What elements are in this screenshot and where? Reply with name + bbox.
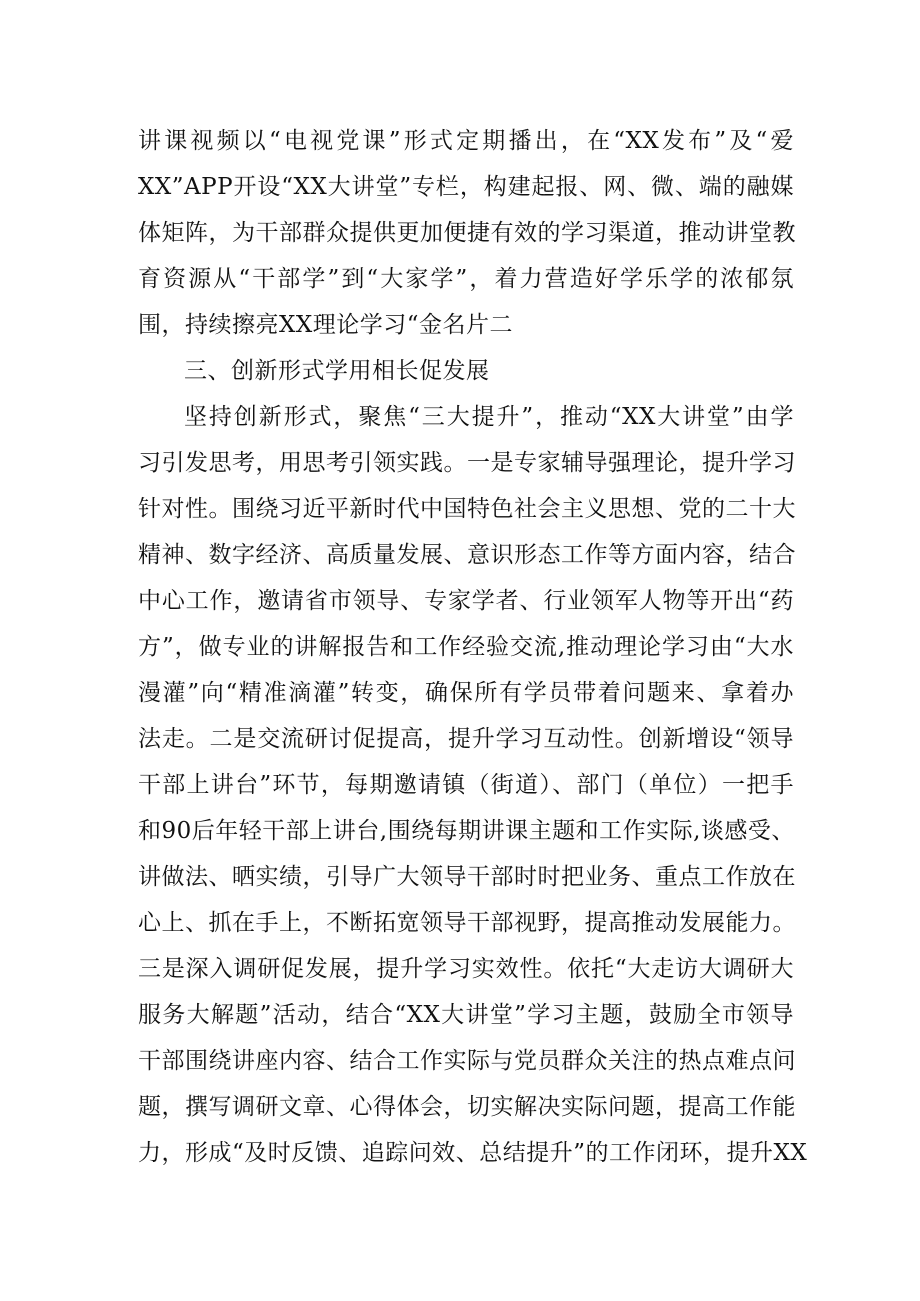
paragraph-2-line: 法走。二是交流研讨促提高，提升学习互动性。创新增设“领导 xyxy=(138,726,794,752)
paragraph-2-line: 服务大解题”活动，结合“XX大讲堂”学习主题，鼓励全市领导 xyxy=(138,1002,794,1028)
paragraph-2-line: 和90后年轻干部上讲台,围绕每期讲课主题和工作实际,谈感受、 xyxy=(138,818,795,844)
paragraph-2-line: 心上、抓在手上，不断拓宽领导干部视野，提高推动发展能力。 xyxy=(138,910,796,936)
paragraph-2-line: 漫灌”向“精准滴灌”转变，确保所有学员带着问题来、拿着办 xyxy=(138,680,794,706)
paragraph-2-line: 干部上讲台”环节，每期邀请镇（街道）、部门（单位）一把手 xyxy=(138,772,794,798)
section-heading: 三、创新形式学用相长促发展 xyxy=(184,358,490,384)
paragraph-2-line: 习引发思考，用思考引领实践。一是专家辅导强理论，提升学习 xyxy=(138,450,796,476)
paragraph-2-line: 三是深入调研促发展，提升学习实效性。依托“大走访大调研大 xyxy=(138,956,794,982)
paragraph-2-line: 精神、数字经济、高质量发展、意识形态工作等方面内容，结合 xyxy=(138,542,796,568)
paragraph-2-line: 干部围绕讲座内容、结合工作实际与党员群众关注的热点难点问 xyxy=(138,1048,796,1074)
paragraph-1-line: 围，持续擦亮XX理论学习“金名片二 xyxy=(138,312,514,338)
paragraph-2-line: 讲做法、晒实绩，引导广大领导干部时时把业务、重点工作放在 xyxy=(138,864,796,890)
paragraph-1-line: 育资源从“干部学”到“大家学”，着力营造好学乐学的浓郁氛 xyxy=(138,266,794,292)
paragraph-1-line: 讲课视频以“电视党课”形式定期播出，在“XX发布”及“爱 xyxy=(138,128,794,154)
document-body xyxy=(138,118,808,1176)
paragraph-1-line: XX”APP开设“XX大讲堂”专栏，构建起报、网、微、端的融媒 xyxy=(138,174,794,200)
paragraph-1-line: 体矩阵，为干部群众提供更加便捷有效的学习渠道，推动讲堂教 xyxy=(138,220,796,246)
paragraph-2-line: 针对性。围绕习近平新时代中国特色社会主义思想、党的二十大 xyxy=(138,496,796,522)
paragraph-2-line: 中心工作，邀请省市领导、专家学者、行业领军人物等开出“药 xyxy=(138,588,794,614)
paragraph-2-line: 方”，做专业的讲解报告和工作经验交流,推动理论学习由“大水 xyxy=(138,634,794,660)
paragraph-2-line: 力，形成“及时反馈、追踪问效、总结提升”的工作闭环，提升XX xyxy=(138,1140,808,1166)
paragraph-2-line: 题，撰写调研文章、心得体会，切实解决实际问题，提高工作能 xyxy=(138,1094,796,1120)
paragraph-2-line: 坚持创新形式，聚焦“三大提升”，推动“XX大讲堂”由学 xyxy=(184,404,794,430)
